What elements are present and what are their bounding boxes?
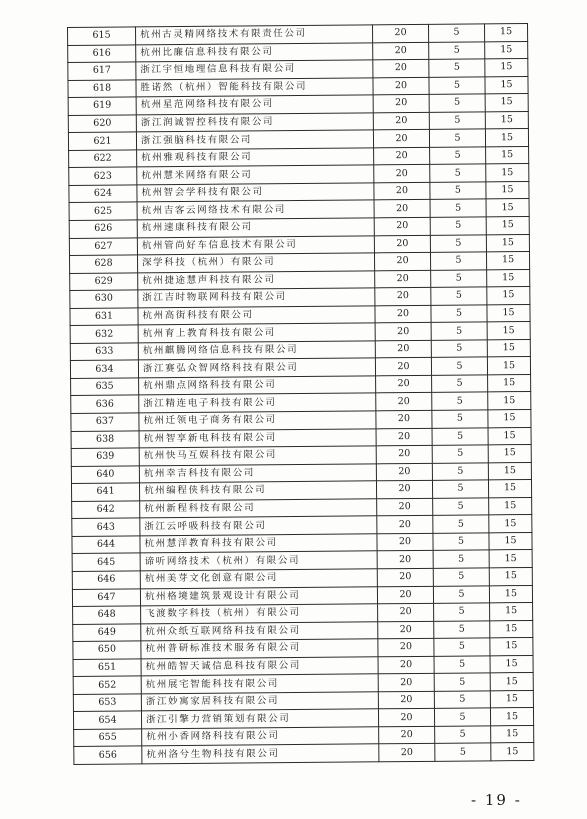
- row-number-cell: 646: [72, 571, 140, 589]
- value-c-cell: 15: [485, 41, 528, 59]
- company-name-cell: 杭州慧米网络有限公司: [137, 165, 374, 185]
- row-number-cell: 642: [72, 501, 140, 519]
- value-a-cell: 20: [374, 165, 430, 183]
- value-b-cell: 5: [433, 533, 489, 551]
- row-number-cell: 653: [73, 694, 141, 712]
- value-b-cell: 5: [434, 638, 490, 656]
- row-number-cell: 631: [70, 308, 138, 326]
- value-c-cell: 15: [485, 59, 528, 77]
- value-a-cell: 20: [378, 674, 434, 692]
- value-b-cell: 5: [434, 620, 490, 638]
- value-c-cell: 15: [490, 673, 533, 691]
- row-number-cell: 639: [71, 448, 139, 466]
- value-c-cell: 15: [490, 708, 533, 726]
- row-number-cell: 630: [70, 290, 138, 308]
- company-name-cell: 杭州速康科技有限公司: [137, 218, 374, 238]
- value-b-cell: 5: [432, 480, 488, 498]
- row-number-cell: 637: [71, 413, 139, 431]
- row-number-cell: 634: [70, 360, 138, 378]
- value-a-cell: 20: [374, 235, 430, 253]
- value-a-cell: 20: [377, 533, 433, 551]
- row-number-cell: 625: [69, 202, 137, 220]
- value-a-cell: 20: [378, 638, 434, 656]
- company-name-cell: 杭州众纸互联网络科技有限公司: [141, 621, 378, 641]
- company-name-cell: 杭州育上教育科技有限公司: [138, 323, 375, 343]
- company-name-cell: 杭州吉客云网络技术有限公司: [137, 200, 374, 220]
- row-number-cell: 629: [70, 273, 138, 291]
- value-a-cell: 20: [372, 24, 428, 42]
- company-name-cell: 谛听网络技术（杭州）有限公司: [140, 551, 377, 571]
- company-name-cell: 杭州高街科技有限公司: [138, 306, 375, 326]
- value-a-cell: 20: [377, 516, 433, 534]
- value-c-cell: 15: [485, 76, 528, 94]
- value-c-cell: 15: [487, 357, 530, 375]
- row-number-cell: 635: [71, 378, 139, 396]
- value-b-cell: 5: [431, 287, 487, 305]
- company-table: [67, 23, 534, 765]
- value-b-cell: 5: [434, 691, 490, 709]
- value-a-cell: 20: [375, 340, 431, 358]
- company-name-cell: 杭州洛兮生物科技有限公司: [142, 744, 379, 764]
- row-number-cell: 651: [73, 659, 141, 677]
- company-name-cell: 杭州快马互娱科技有限公司: [139, 446, 376, 466]
- value-b-cell: 5: [429, 76, 485, 94]
- value-a-cell: 20: [379, 726, 435, 744]
- value-a-cell: 20: [376, 445, 432, 463]
- company-name-cell: 浙江强脑科技有限公司: [136, 130, 373, 150]
- value-a-cell: 20: [374, 217, 430, 235]
- value-b-cell: 5: [434, 673, 490, 691]
- company-name-cell: 杭州幸吉科技有限公司: [139, 463, 376, 483]
- row-number-cell: 644: [72, 536, 140, 554]
- value-b-cell: 5: [432, 427, 488, 445]
- company-name-cell: 杭州捷途慧声科技有限公司: [138, 270, 375, 290]
- value-a-cell: 20: [377, 568, 433, 586]
- table-body: [68, 23, 534, 764]
- value-c-cell: 15: [488, 445, 531, 463]
- company-name-cell: 浙江云呼吸科技有限公司: [140, 516, 377, 536]
- value-c-cell: 15: [488, 392, 531, 410]
- value-b-cell: 5: [435, 726, 491, 744]
- value-c-cell: 15: [491, 725, 534, 743]
- value-c-cell: 15: [490, 620, 533, 638]
- row-number-cell: 620: [68, 115, 136, 133]
- value-c-cell: 15: [486, 199, 529, 217]
- value-b-cell: 5: [433, 550, 489, 568]
- row-number-cell: 623: [69, 167, 137, 185]
- row-number-cell: 655: [74, 729, 142, 747]
- company-name-cell: 浙江润诚智控科技有限公司: [136, 113, 373, 133]
- value-a-cell: 20: [374, 200, 430, 218]
- company-name-cell: 杭州比廉信息科技有限公司: [136, 42, 373, 62]
- value-b-cell: 5: [433, 585, 489, 603]
- value-a-cell: 20: [378, 603, 434, 621]
- value-a-cell: 20: [373, 42, 429, 60]
- value-c-cell: 15: [491, 743, 534, 761]
- value-b-cell: 5: [435, 743, 491, 761]
- row-number-cell: 650: [73, 641, 141, 659]
- value-c-cell: 15: [485, 129, 528, 147]
- company-name-cell: 飞渡数字科技（杭州）有限公司: [141, 604, 378, 624]
- value-b-cell: 5: [430, 234, 486, 252]
- row-number-cell: 615: [68, 27, 136, 45]
- value-b-cell: 5: [429, 94, 485, 112]
- row-number-cell: 643: [72, 518, 140, 536]
- page-number: - 19 -: [471, 791, 522, 809]
- value-a-cell: 20: [375, 358, 431, 376]
- value-b-cell: 5: [429, 112, 485, 130]
- value-a-cell: 20: [376, 410, 432, 428]
- value-b-cell: 5: [434, 656, 490, 674]
- value-b-cell: 5: [432, 463, 488, 481]
- row-number-cell: 626: [69, 220, 137, 238]
- value-b-cell: 5: [433, 498, 489, 516]
- value-b-cell: 5: [430, 217, 486, 235]
- value-c-cell: 15: [486, 181, 529, 199]
- value-b-cell: 5: [432, 392, 488, 410]
- value-b-cell: 5: [430, 164, 486, 182]
- row-number-cell: 640: [71, 466, 139, 484]
- value-a-cell: 20: [375, 288, 431, 306]
- value-a-cell: 20: [375, 305, 431, 323]
- company-name-cell: 杭州普研标准技术服务有限公司: [141, 639, 378, 659]
- value-b-cell: 5: [433, 515, 489, 533]
- value-c-cell: 15: [488, 462, 531, 480]
- value-c-cell: 15: [490, 603, 533, 621]
- value-a-cell: 20: [373, 59, 429, 77]
- row-number-cell: 624: [69, 185, 137, 203]
- company-name-cell: 杭州编程侠科技有限公司: [139, 481, 376, 501]
- row-number-cell: 616: [68, 44, 136, 62]
- company-name-cell: 浙江宇恒地理信息科技有限公司: [136, 60, 373, 80]
- value-b-cell: 5: [430, 147, 486, 165]
- value-a-cell: 20: [375, 323, 431, 341]
- company-name-cell: 浙江赛弘众智网络科技有限公司: [138, 358, 375, 378]
- value-c-cell: 15: [486, 252, 529, 270]
- value-b-cell: 5: [431, 322, 487, 340]
- value-b-cell: 5: [430, 182, 486, 200]
- value-a-cell: 20: [377, 551, 433, 569]
- value-c-cell: 15: [490, 638, 533, 656]
- value-a-cell: 20: [376, 463, 432, 481]
- value-c-cell: 15: [487, 304, 530, 322]
- company-name-cell: 杭州鼎点网络科技有限公司: [139, 376, 376, 396]
- company-name-cell: 杭州慧洋教育科技有限公司: [140, 534, 377, 554]
- value-c-cell: 15: [484, 23, 527, 41]
- row-number-cell: 632: [70, 325, 138, 343]
- value-a-cell: 20: [377, 586, 433, 604]
- value-c-cell: 15: [490, 690, 533, 708]
- value-a-cell: 20: [378, 709, 434, 727]
- value-c-cell: 15: [490, 655, 533, 673]
- company-name-cell: 浙江精连电子科技有限公司: [139, 393, 376, 413]
- value-c-cell: 15: [486, 146, 529, 164]
- value-a-cell: 20: [374, 182, 430, 200]
- company-name-cell: 杭州智会学科技有限公司: [137, 183, 374, 203]
- company-name-cell: 杭州麒腾网络信息科技有限公司: [138, 341, 375, 361]
- value-c-cell: 15: [489, 550, 532, 568]
- value-c-cell: 15: [489, 532, 532, 550]
- row-number-cell: 618: [68, 80, 136, 98]
- value-b-cell: 5: [429, 59, 485, 77]
- value-c-cell: 15: [489, 567, 532, 585]
- company-name-cell: 杭州小香网络科技有限公司: [142, 727, 379, 747]
- value-c-cell: 15: [487, 322, 530, 340]
- value-b-cell: 5: [428, 24, 484, 42]
- row-number-cell: 645: [72, 553, 140, 571]
- row-number-cell: 652: [73, 676, 141, 694]
- row-number-cell: 628: [69, 255, 137, 273]
- value-a-cell: 20: [373, 95, 429, 113]
- value-a-cell: 20: [374, 147, 430, 165]
- company-name-cell: 杭州智享新电科技有限公司: [139, 428, 376, 448]
- value-b-cell: 5: [430, 199, 486, 217]
- value-b-cell: 5: [432, 410, 488, 428]
- value-b-cell: 5: [429, 41, 485, 59]
- value-a-cell: 20: [373, 112, 429, 130]
- value-b-cell: 5: [430, 252, 486, 270]
- value-a-cell: 20: [374, 252, 430, 270]
- value-c-cell: 15: [488, 374, 531, 392]
- value-a-cell: 20: [378, 691, 434, 709]
- row-number-cell: 641: [71, 483, 139, 501]
- company-name-cell: 杭州迁领电子商务有限公司: [139, 411, 376, 431]
- row-number-cell: 648: [73, 606, 141, 624]
- value-c-cell: 15: [489, 585, 532, 603]
- row-number-cell: 627: [69, 237, 137, 255]
- row-number-cell: 647: [72, 588, 140, 606]
- company-name-cell: 杭州美芽文化创意有限公司: [140, 569, 377, 589]
- value-a-cell: 20: [377, 498, 433, 516]
- value-c-cell: 15: [485, 94, 528, 112]
- company-name-cell: 深学科技（杭州）有限公司: [137, 253, 374, 273]
- row-number-cell: 619: [68, 97, 136, 115]
- value-b-cell: 5: [432, 445, 488, 463]
- value-c-cell: 15: [486, 234, 529, 252]
- company-name-cell: 杭州格境建筑景观设计有限公司: [140, 586, 377, 606]
- value-c-cell: 15: [489, 497, 532, 515]
- company-name-cell: 浙江妙寓家居科技有限公司: [141, 692, 378, 712]
- value-c-cell: 15: [487, 287, 530, 305]
- value-a-cell: 20: [379, 744, 435, 762]
- value-c-cell: 15: [487, 339, 530, 357]
- row-number-cell: 636: [71, 395, 139, 413]
- row-number-cell: 654: [73, 711, 141, 729]
- value-b-cell: 5: [431, 340, 487, 358]
- value-a-cell: 20: [373, 77, 429, 95]
- value-a-cell: 20: [376, 428, 432, 446]
- value-c-cell: 15: [487, 269, 530, 287]
- value-a-cell: 20: [376, 481, 432, 499]
- company-name-cell: 杭州展宅智能科技有限公司: [141, 674, 378, 694]
- value-a-cell: 20: [376, 393, 432, 411]
- value-b-cell: 5: [432, 375, 488, 393]
- company-name-cell: 杭州星范网络科技有限公司: [136, 95, 373, 115]
- value-c-cell: 15: [485, 111, 528, 129]
- value-a-cell: 20: [373, 130, 429, 148]
- value-c-cell: 15: [486, 216, 529, 234]
- row-number-cell: 638: [71, 430, 139, 448]
- row-number-cell: 649: [73, 623, 141, 641]
- value-b-cell: 5: [434, 708, 490, 726]
- value-c-cell: 15: [488, 427, 531, 445]
- value-c-cell: 15: [489, 515, 532, 533]
- row-number-cell: 633: [70, 343, 138, 361]
- value-a-cell: 20: [378, 656, 434, 674]
- value-b-cell: 5: [431, 305, 487, 323]
- value-b-cell: 5: [431, 270, 487, 288]
- value-a-cell: 20: [375, 270, 431, 288]
- company-name-cell: 杭州古灵精网络技术有限责任公司: [136, 25, 373, 45]
- company-name-cell: 杭州管尚好车信息技术有限公司: [137, 235, 374, 255]
- company-name-cell: 浙江吉时物联网科技有限公司: [138, 288, 375, 308]
- table-row: [74, 743, 534, 765]
- company-name-cell: 杭州新程科技有限公司: [140, 499, 377, 519]
- value-c-cell: 15: [488, 480, 531, 498]
- value-a-cell: 20: [376, 375, 432, 393]
- value-b-cell: 5: [429, 129, 485, 147]
- value-a-cell: 20: [378, 621, 434, 639]
- row-number-cell: 622: [69, 150, 137, 168]
- value-c-cell: 15: [486, 164, 529, 182]
- row-number-cell: 656: [74, 746, 142, 764]
- value-b-cell: 5: [431, 357, 487, 375]
- company-name-cell: 浙江引擎力营销策划有限公司: [141, 709, 378, 729]
- company-name-cell: 杭州雅观科技有限公司: [137, 148, 374, 168]
- row-number-cell: 617: [68, 62, 136, 80]
- company-name-cell: 杭州皓智天诚信息科技有限公司: [141, 656, 378, 676]
- value-b-cell: 5: [434, 603, 490, 621]
- row-number-cell: 621: [68, 132, 136, 150]
- value-b-cell: 5: [433, 568, 489, 586]
- company-name-cell: 胜诺然（杭州）智能科技有限公司: [136, 77, 373, 97]
- value-c-cell: 15: [488, 409, 531, 427]
